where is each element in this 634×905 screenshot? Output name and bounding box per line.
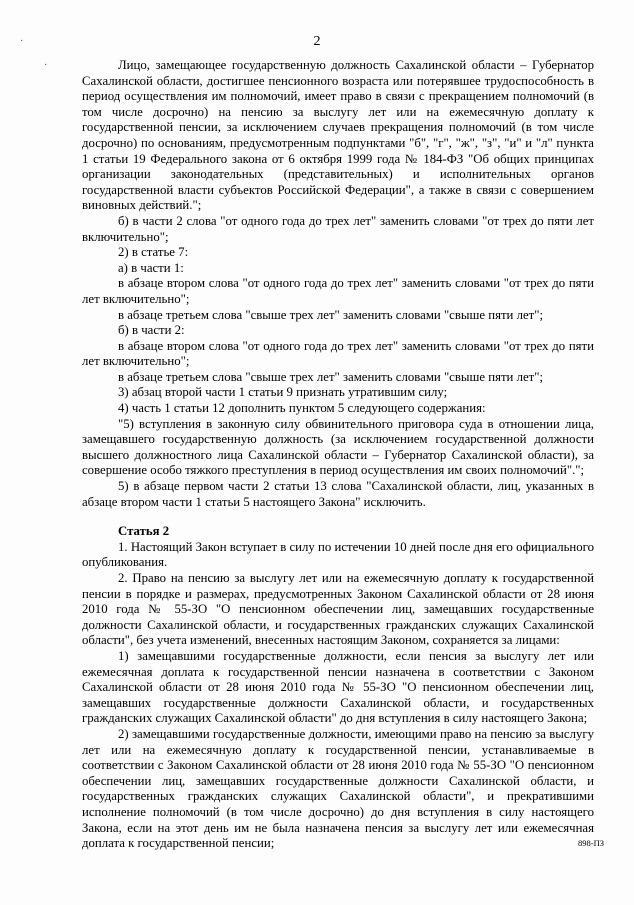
- paragraph: 3) абзац второй части 1 статьи 9 признать утратившим силу;: [118, 385, 448, 400]
- paragraph: б) в части 2:: [118, 323, 185, 338]
- article-heading: Статья 2: [118, 524, 170, 539]
- paragraph: в абзаце третьем слова "свыше трех лет" заменить словами "свыше пяти лет";: [118, 307, 544, 322]
- paragraph: 4) часть 1 статьи 12 дополнить пунктом 5 следующего содержания:: [118, 401, 486, 416]
- article-paragraph: 1) замещавшими государственные должности, если пенсия за выслугу лет или ежемесячная доплата к государственной пенсии назначена в соответствии с Законом Сахалинской области от 28 июня 2010 года № 55-ЗО "О пенсионном обеспечении лиц, замещавших государственные должности Сахалинской области, и государственных гражданских служащих Сахалинской области" до дня вступления в силу настоящего Закона;: [82, 648, 594, 726]
- paragraph: а) в части 1:: [118, 260, 184, 275]
- paragraph: "5) вступления в законную силу обвинительного приговора суда в отношении лица, замещавшего государственную должность (за исключением государственной должности высшего должностного лица Сахалинской области – Губернатор Сахалинской области), за совершение особо тяжкого преступления в период осуществления им своих полномочий".";: [82, 416, 594, 478]
- article-paragraph: 1. Настоящий Закон вступает в силу по истечении 10 дней после дня его официального опубликования.: [82, 539, 594, 570]
- paragraph: в абзаце втором слова "от одного года до трех лет" заменить словами "от трех до пяти лет включительно";: [82, 338, 594, 369]
- paragraph: в абзаце третьем слова "свыше трех лет" заменить словами "свыше пяти лет";: [118, 369, 544, 384]
- document-code: 898-ПЗ: [578, 838, 604, 848]
- article-paragraph: 2. Право на пенсию за выслугу лет или на ежемесячную доплату к государственной пенсии в порядке и размерах, предусмотренных Законом Сахалинской области от 28 июня 2010 года № 55-ЗО "О пенсионном обеспечении лиц, замещавших государственные должности Сахалинской области, и государственных гражданских служащих Сахалинской области", без учета изменений, внесенных настоящим Законом, сохраняется за лицами:: [82, 571, 594, 648]
- scan-mark: ·: [20, 36, 24, 47]
- scan-mark: ·: [44, 60, 48, 71]
- paragraph: Лицо, замещающее государственную должность Сахалинской области – Губернатор Сахалинской области, достигшее пенсионного возраста или потерявшее трудоспособность в период осуществления им полномочий, имеет право в связи с прекращением полномочий (в том числе досрочно) на пенсию за выслугу лет или на ежемесячную доплату к государственной пенсии, за исключением случаев прекращения полномочий (в том числе досрочно) по основаниям, предусмотренным подпунктами "б", "г", "ж", "з", "и" и "л" пункта 1 статьи 19 Федерального закона от 6 октября 1999 года № 184-ФЗ "Об общих принципах организации законодательных (представительных) и исполнительных органов государственной власти субъектов Российской Федерации", а также в связи с совершением виновных действий.";: [82, 58, 594, 213]
- paragraph: в абзаце втором слова "от одного года до трех лет" заменить словами "от трех до пяти лет включительно";: [82, 276, 594, 306]
- paragraph: 2) в статье 7:: [118, 245, 189, 260]
- paragraph: б) в части 2 слова "от одного года до трех лет" заменить словами "от трех до пяти лет включительно";: [82, 213, 594, 244]
- document-body: [82, 58, 594, 852]
- paragraph: 5) в абзаце первом части 2 статьи 13 слова "Сахалинской области, лиц, указанных в абзаце втором части 1 статьи 5 настоящего Закона" исключить.: [82, 479, 594, 509]
- page-number: 2: [313, 34, 321, 49]
- article-paragraph: 2) замещавшими государственные должности, имеющими право на пенсию за выслугу лет или на ежемесячную доплату к государственной пенсии, устанавливаемые в соответствии с Законом Сахалинской области от 28 июня 2010 года № 55-ЗО "О пенсионном обеспечении лиц, замещавших государственные должности Сахалинской области, и государственных гражданских служащих Сахалинской области", и прекратившими исполнение полномочий (в том числе досрочно) до дня вступления в силу настоящего Закона, если на этот день им не была назначена пенсия за выслугу лет или ежемесячная доплата к государственной пенсии;: [82, 726, 594, 851]
